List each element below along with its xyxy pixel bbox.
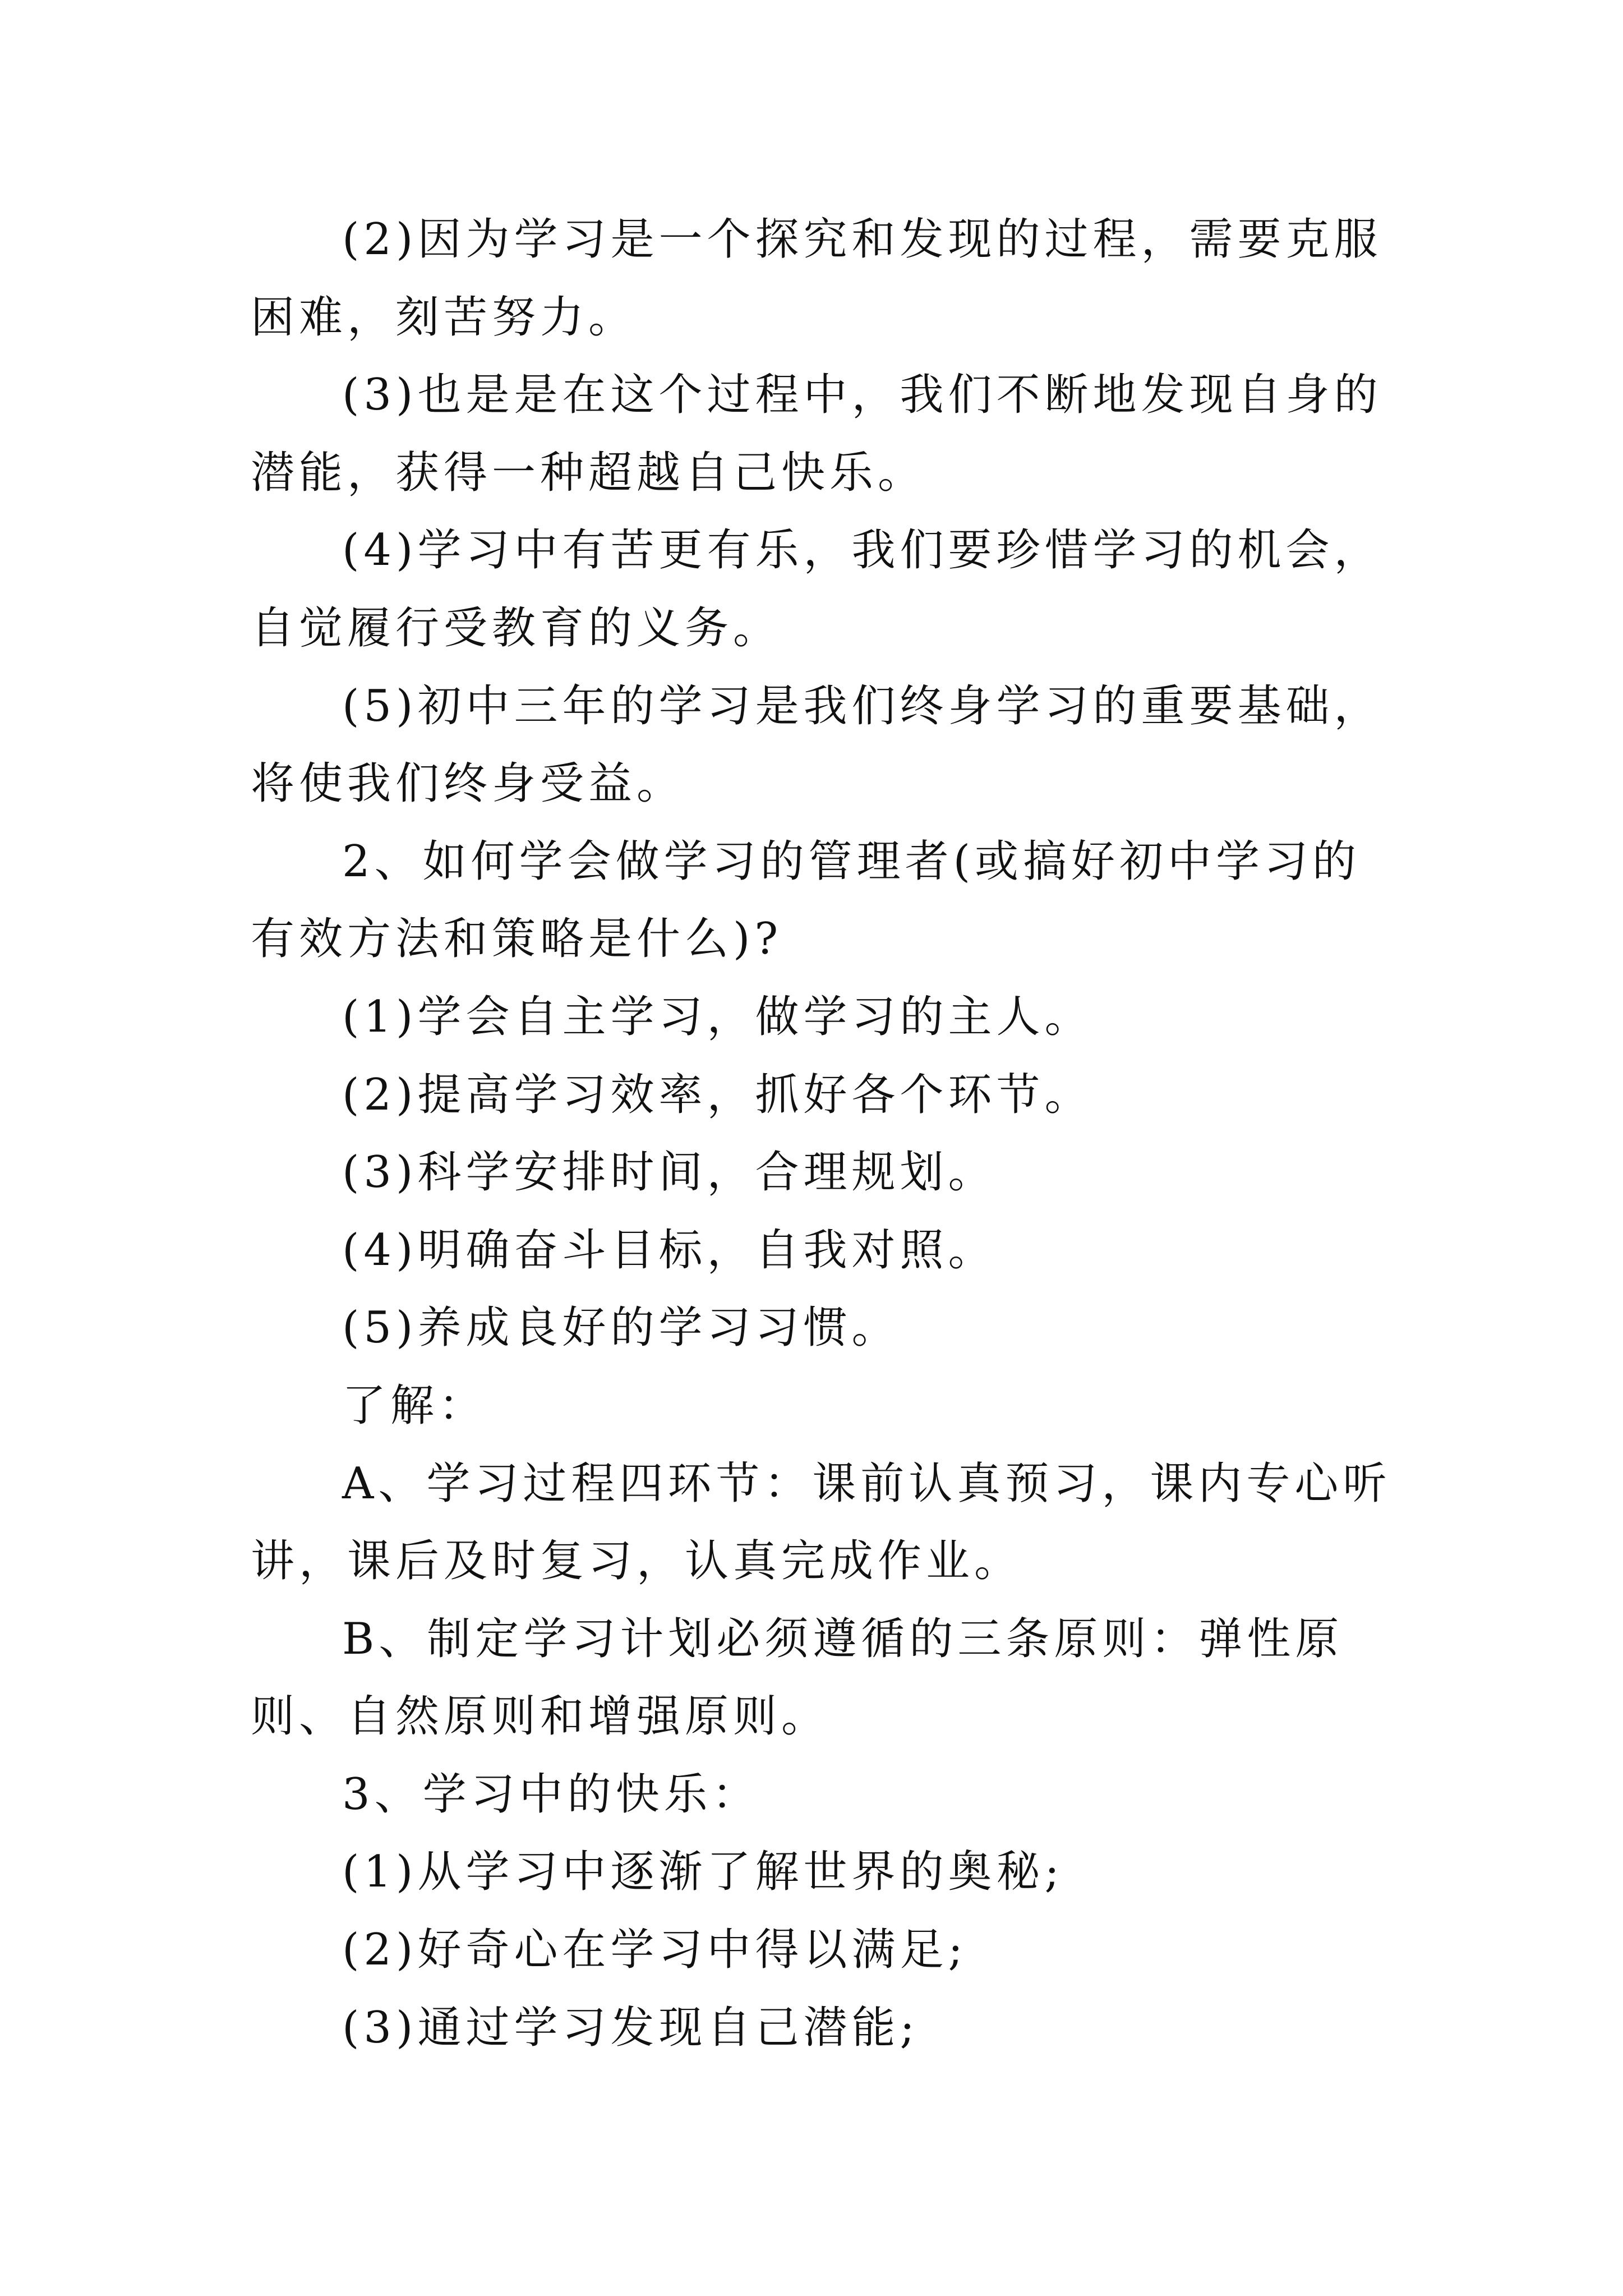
list-item: (2)好奇心在学习中得以满足; <box>342 1925 967 1976</box>
section-heading: 3、学习中的快乐： <box>342 1769 760 1820</box>
section-heading: 2、如何学会做学习的管理者(或搞好初中学习的有效方法和策略是什么)? <box>251 836 1361 965</box>
list-item: (1)从学习中逐渐了解世界的奥秘; <box>342 1847 1064 1898</box>
list-item: (3)通过学习发现自己潜能; <box>342 2002 919 2053</box>
paragraph: A、学习过程四环节：课前认真预习，课内专心听讲，课后及时复习，认真完成作业。 <box>251 1458 1391 1587</box>
list-item: (5)养成良好的学习习惯。 <box>342 1303 900 1354</box>
paragraph: B、制定学习计划必须遵循的三条原则：弹性原则、自然原则和增强原则。 <box>251 1613 1344 1742</box>
paragraph: (3)也是是在这个过程中，我们不断地发现自身的潜能，获得一种超越自己快乐。 <box>251 370 1382 498</box>
list-item: (1)学会自主学习，做学习的主人。 <box>342 991 1093 1042</box>
paragraph: (5)初中三年的学习是我们终身学习的重要基础，将使我们终身受益。 <box>251 680 1382 809</box>
list-item: (3)科学安排时间，合理规划。 <box>342 1147 997 1198</box>
document-body <box>251 201 1395 2067</box>
paragraph: (2)因为学习是一个探究和发现的过程，需要克服困难，刻苦努力。 <box>251 214 1382 343</box>
list-item: (4)明确奋斗目标，自我对照。 <box>342 1225 997 1276</box>
paragraph: (4)学习中有苦更有乐，我们要珍惜学习的机会，自觉履行受教育的义务。 <box>251 525 1382 654</box>
list-item: (2)提高学习效率，抓好各个环节。 <box>342 1069 1093 1120</box>
note-label: 了解： <box>342 1380 487 1431</box>
